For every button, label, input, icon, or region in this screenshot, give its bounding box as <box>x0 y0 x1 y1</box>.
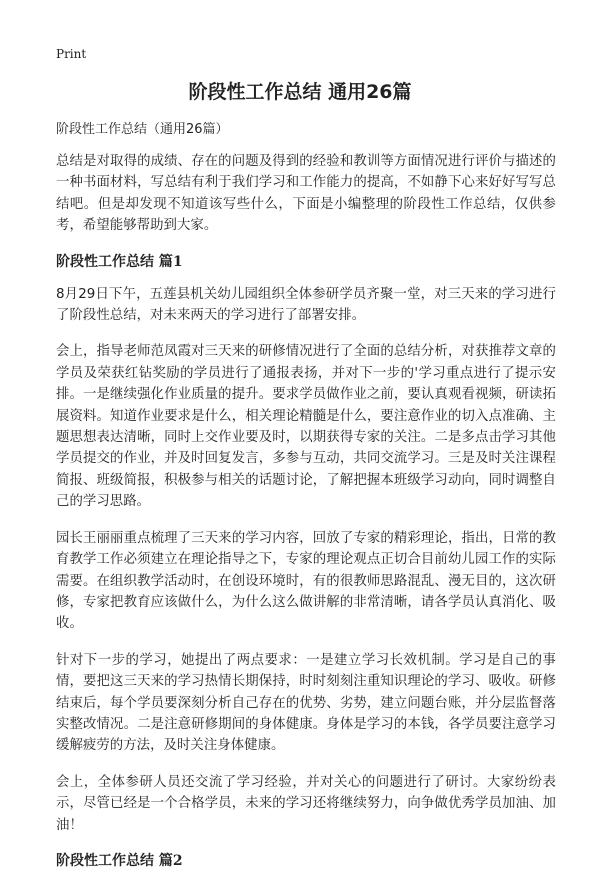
body-paragraph: 会上，全体参研人员还交流了学习经验，并对关心的问题进行了研讨。大家纷纷表示，尽管已经是一个合格学员，未来的学习还将继续努力，向争做优秀学员加油、加油！ <box>56 774 556 833</box>
body-paragraph: 会上，指导老师范凤霞对三天来的研修情况进行了全面的总结分析，对获推荐文章的学员及荣获红钻奖励的学员进行了通报表扬，并对下一步的'学习重点进行了提示安排。一是继续强化作业质量的提升。要求学员做作业之前，要认真观看视频，研读拓展资料。知道作业要求是什么，相关理论精髓是什么，要注意作业的切入点准确、主题思想表达清晰，同时上交作业要及时，以期获得专家的关注。二是多点击学习其他学员提交的作业，并及时回复发言，多参与互动，共同交流学习。三是及时关注课程简报、班级简报，积极参与相关的话题讨论，了解把握本班级学习动向，同时调整自己的学习思路。 <box>56 344 556 510</box>
body-paragraph: 针对下一步的学习，她提出了两点要求：一是建立学习长效机制。学习是自己的事情，要把这三天来的学习热情长期保持，时时刻刻注重知识理论的学习、吸收。研修结束后，每个学员要深刻分析自己存在的优势、劣势，建立问题台账，并分层监督落实整改情况。二是注意研修期间的身体健康。身体是学习的本钱，各学员要注意学习缓解疲劳的方法，及时关注身体健康。 <box>56 652 556 754</box>
article-body <box>56 120 556 883</box>
body-paragraph: 园长王丽丽重点梳理了三天来的学习内容，回放了专家的精彩理论，指出，日常的教育教学工作必须建立在理论指导之下，专家的理论观点正切合目前幼儿园工作的实际需要。在组织教学活动时，在创设环境时，有的很教师思路混乱、漫无目的，这次研修，专家把教育应该做什么，为什么这么做讲解的非常清晰，请各学员认真消化、吸收。 <box>56 530 556 632</box>
section-heading-text: 阶段性工作总结 篇 <box>56 253 173 270</box>
intro-paragraph: 总结是对取得的成绩、存在的问题及得到的经验和教训等方面情况进行评价与描述的一种书面材料，写总结有利于我们学习和工作能力的提高，不如静下心来好好写写总结吧。但是却发现不知道该写些什么，下面是小编整理的阶段性工作总结，仅供参考，希望能够帮助到大家。 <box>56 154 556 234</box>
section-heading-2 <box>56 851 556 871</box>
page-title: 阶段性工作总结 通用26篇 <box>188 81 412 103</box>
print-link[interactable]: Print <box>56 47 87 61</box>
section-heading-text: 阶段性工作总结 篇 <box>56 852 173 869</box>
body-paragraph: 8月29日下午，五莲县机关幼儿园组织全体参研学员齐聚一堂，对三天来的学习进行了阶段性总结，对未来两天的学习进行了部署安排。 <box>56 286 556 324</box>
section-heading-number: 2 <box>172 852 183 869</box>
article-subtitle: 阶段性工作总结（通用26篇） <box>56 122 229 137</box>
section-heading-1 <box>56 252 556 272</box>
section-heading-number: 1 <box>172 253 183 270</box>
